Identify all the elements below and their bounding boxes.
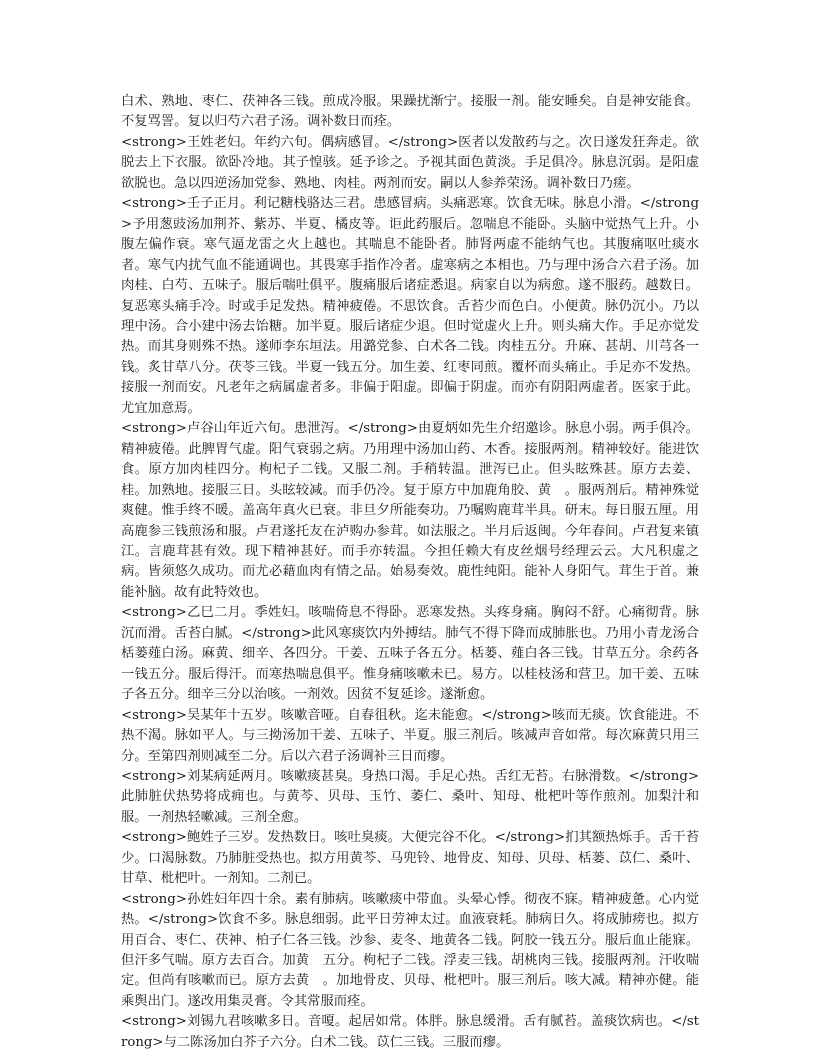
paragraph: <strong>乙巳二月。季姓妇。咳喘倚息不得卧。恶寒发热。头疼身痛。胸闷不舒。心痛彻背。脉沉而滑。舌苔白腻。</strong>此风寒痰饮内外搏结。肺气不得下降而成肺胀也。乃用小青龙汤合栝蒌薤白汤。麻黄、细辛、各四分。干姜、五味子各五分。栝蒌、薤白各三钱。甘草五分。余药各一钱五分。服后得汗。而寒热喘息俱平。惟身痛咳嗽未已。易方。以桂枝汤和营卫。加干姜、五味子各五分。细辛三分以治咳。一剂效。因贫不复延诊。遂渐愈。 xyxy=(121,605,699,703)
paragraph: 白术、熟地、枣仁、茯神各三钱。煎成冷服。果躁扰渐宁。接服一剂。能安睡矣。自是神安能食。不复骂詈。复以归芍六君子汤。调补数日而痊。 xyxy=(121,94,699,130)
document-page xyxy=(121,92,699,1053)
paragraph: <strong>卢谷山年近六旬。患泄泻。</strong>由夏炳如先生介绍邀诊。脉息小弱。两手俱冷。精神疲倦。此脾胃气虚。阳气衰弱之病。乃用理中汤加山药、木香。接服两剂。精神较好。能进饮食。原方加肉桂四分。枸杞子二钱。又服二剂。手稍转温。泄泻已止。但头眩殊甚。原方去姜、桂。加熟地。接服三日。头眩较减。而手仍冷。复于原方中加鹿角胶、黄 。服两剂后。精神殊觉爽健。惟手终不暖。盖高年真火已衰。非旦夕所能奏功。乃嘱购鹿茸半具。研末。每日服五厘。用高鹿参三钱煎汤和服。卢君遂托友在泸购办参茸。如法服之。半月后返闽。今年春间。卢君复来镇江。言鹿茸甚有效。现下精神甚好。而手亦转温。今担任赖大有皮丝烟号经理云云。大凡积虚之病。皆须悠久成功。而尤必藉血肉有情之品。始易奏效。鹿性纯阳。能补人身阳气。茸生于首。兼能补脑。故有此特效也。 xyxy=(121,421,699,600)
paragraph: <strong>刘锡九君咳嗽多日。音嗄。起居如常。体胖。脉息缓滑。舌有腻苔。盖痰饮病也。</strong>与二陈汤加白芥子六分。白术二钱。苡仁三钱。三服而瘳。 xyxy=(121,1014,699,1050)
paragraph: <strong>壬子正月。利记糖栈骆达三君。患感冒病。头痛恶寒。饮食无味。脉息小滑。</strong>予用葱豉汤加荆芥、紫苏、半夏、橘皮等。讵此药服后。忽喘息不能卧。头脑中觉热气上升。小腹左偏作衰。寒气逼龙雷之火上越也。其喘息不能卧者。肺肾两虚不能纳气也。其腹痛呕吐痰水者。寒气内扰气血不能通调也。其畏寒手指作冷者。虚寒病之本相也。乃与理中汤合六君子汤。加肉桂、白芍、五味子。服后喘吐俱平。腹痛服后诸症悉退。病家自以为病愈。遂不服药。越数日。复恶寒头痛手冷。时或手足发热。精神疲倦。不思饮食。舌苔少而色白。小便黄。脉仍沉小。乃以理中汤。合小建中汤去饴糖。加半夏。服后诸症少退。但时觉虚火上升。则头痛大作。手足亦觉发热。而其身则殊不热。遂师李东垣法。用潞党参、白术各二钱。肉桂五分。升麻、甚胡、川芎各一钱。炙甘草八分。茯苓三钱。半夏一钱五分。加生姜、红枣同煎。覆杯而头痛止。手足亦不发热。接服一剂而安。凡老年之病属虚者多。非偏于阳虚。即偏于阴虚。而亦有阴阳两虚者。医家于此。尤宜加意焉。 xyxy=(121,196,699,416)
paragraph: <strong>刘某病延两月。咳嗽痰甚臭。身热口渴。手足心热。舌红无苔。右脉滑数。</strong>此肺脏伏热势将成痈也。与黄芩、贝母、玉竹、萎仁、桑叶、知母、枇杷叶等作煎剂。加梨汁和服。一剂热轻嗽减。三剂全愈。 xyxy=(121,768,699,825)
paragraph: <strong>王姓老妇。年约六旬。偶病感冒。</strong>医者以发散药与之。次日遂发狂奔走。欲脱去上下衣服。欲卧冷地。其子惶骇。延予诊之。予视其面色黄淡。手足俱冷。脉息沉弱。是阳虚欲脱也。急以四逆汤加党参、熟地、肉桂。两剂而安。嗣以人参养荣汤。调补数日乃瘥。 xyxy=(121,134,699,191)
paragraph: <strong>孙姓妇年四十余。素有肺病。咳嗽痰中带血。头晕心悸。彻夜不寐。精神疲惫。心内觉热。</strong>饮食不多。脉息细弱。此平日劳神太过。血液衰耗。肺病日久。将成肺痨也。拟方用百合、枣仁、茯神、柏子仁各三钱。沙参、麦冬、地黄各二钱。阿胶一钱五分。服后血止能寐。但汗多气喘。原方去百合。加黄 五分。枸杞子二钱。浮麦三钱。胡桃肉三钱。接服两剂。汗收喘定。但尚有咳嗽而已。原方去黄 。加地骨皮、贝母、枇杷叶。服三剂后。咳大减。精神亦健。能乘舆出门。遂改用集灵膏。令其常服而痊。 xyxy=(121,891,699,1009)
paragraph: <strong>鲍姓子三岁。发热数日。咳吐臭痰。大便完谷不化。</strong>扪其额热烁手。舌干苔少。口渴脉数。乃肺脏受热也。拟方用黄芩、马兜铃、地骨皮、知母、贝母、栝蒌、苡仁、桑叶、甘草、枇杷叶。一剂知。二剂已。 xyxy=(121,830,699,887)
paragraph: <strong>吴某年十五岁。咳嗽音哑。自春徂秋。迄未能愈。</strong>咳而无痰。饮食能进。不热不渴。脉如平人。与三拗汤加干姜、五味子、半夏。服三剂后。咳减声音如常。每次麻黄只用三分。至第四剂则减至二分。后以六君子汤调补三日而瘳。 xyxy=(121,707,699,764)
